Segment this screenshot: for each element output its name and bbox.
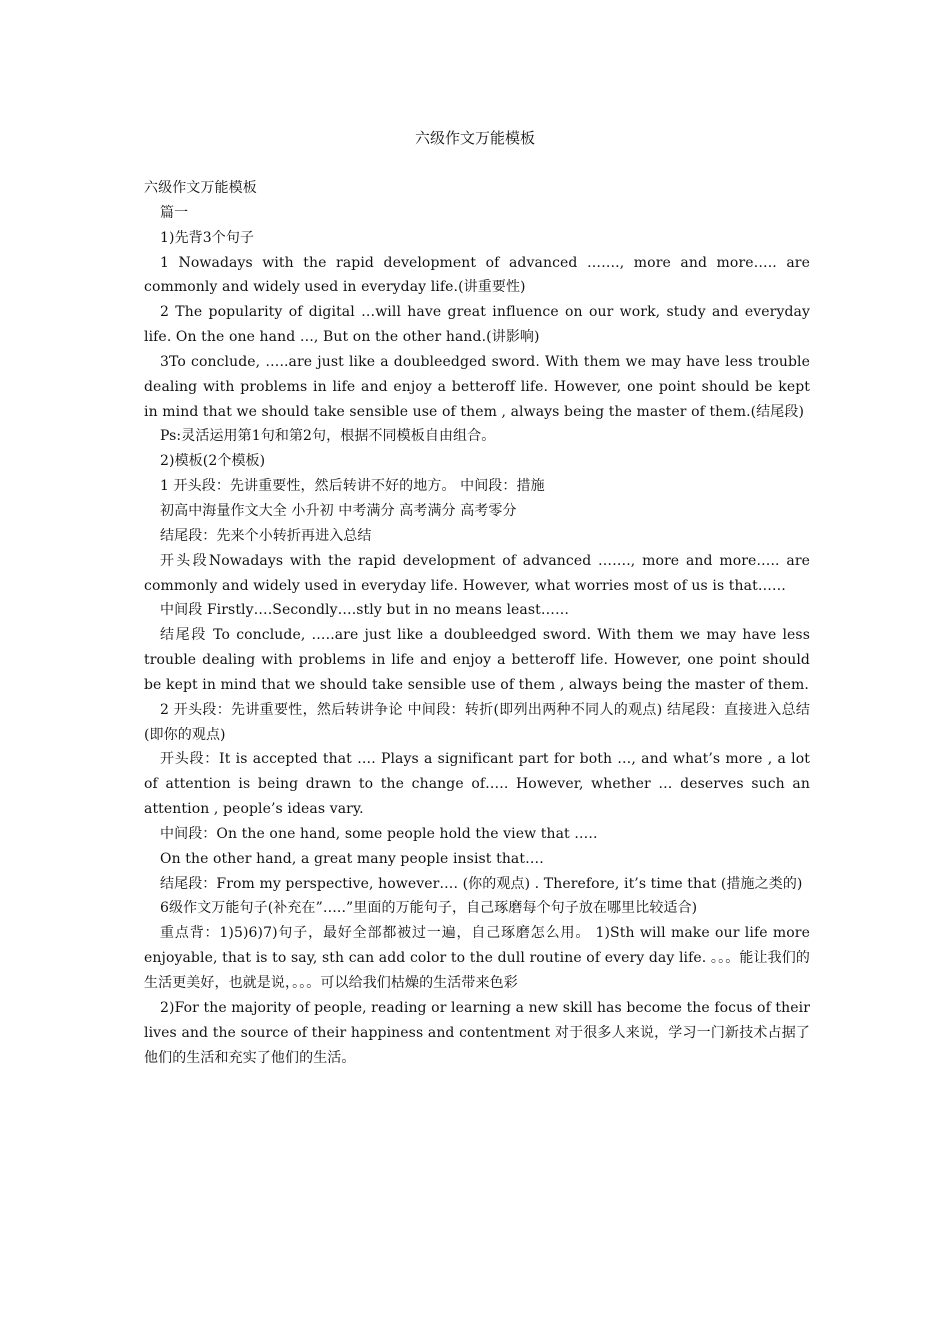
paragraph: 结尾段 To conclude, …..are just like a doubleedged sword. With them we may have less trouble dealing with problems in life and enjoy a betteroff life. However, one point should be kept in mind that we should take sensible use of them , always being the master of them.: [144, 627, 810, 693]
paragraph: 开头段Nowadays with the rapid development of advanced ……., more and more….. are commonly and widely used in everyday life. However, what worries most of us is that……: [144, 552, 810, 594]
paragraph: Ps:灵活运用第1句和第2句，根据不同模板自由组合。: [160, 428, 496, 445]
paragraph: 中间段 Firstly….Secondly….stly but in no means least……: [160, 602, 570, 619]
paragraph: 初高中海量作文大全 小升初 中考满分 高考满分 高考零分: [160, 502, 517, 519]
paragraph: 结尾段：先来个小转折再进入总结: [160, 527, 372, 544]
paragraph: 结尾段：From my perspective, however…. (你的观点) . Therefore, it’s time that (措施之类的): [160, 875, 803, 892]
paragraph: 2 开头段：先讲重要性，然后转讲争论 中间段：转折(即列出两种不同人的观点) 结尾段：直接进入总结(即你的观点): [144, 701, 810, 743]
paragraph: 中间段：On the one hand, some people hold the view that …..: [160, 825, 598, 842]
paragraph: 1)先背3个句子: [160, 229, 255, 246]
paragraph: 重点背：1)5)6)7)句子，最好全部都被过一遍，自己琢磨怎么用。 1)Sth will make our life more enjoyable, that is to say, sth can add color to the dull routine of every day life. 。。。能让我们的生活更美好，也就是说，。。。可以给我们枯燥的生活带来色彩: [144, 925, 810, 991]
paragraph: 2)For the majority of people, reading or learning a new skill has become the focus of their lives and the source of their happiness and contentment 对于很多人来说，学习一门新技术占据了他们的生活和充实了他们的生活。: [144, 999, 811, 1066]
doc-heading: 六级作文万能模板: [144, 180, 257, 196]
paragraph: 开头段：It is accepted that …. Plays a significant part for both …, and what’s more , a lot of attention is being drawn to the change of….. However, whether … deserves such an attention , people’s ideas vary.: [144, 751, 810, 818]
page-title: 六级作文万能模板: [414, 129, 535, 147]
paragraph: On the other hand, a great many people insist that….: [160, 850, 544, 867]
paragraph: 6级作文万能句子(补充在”…..”里面的万能句子，自己琢磨每个句子放在哪里比较适合): [160, 900, 698, 917]
document-body: [144, 176, 810, 1070]
paragraph: 篇一: [160, 204, 189, 221]
paragraph: 3To conclude, …..are just like a doubleedged sword. With them we may have less trouble dealing with problems in life and enjoy a betteroff life. However, one point should be kept in mind that we should take sensible use of them , always being the master of them.(结尾段): [144, 353, 810, 420]
paragraph: 1 开头段：先讲重要性，然后转讲不好的地方。 中间段：措施: [160, 478, 545, 495]
paragraph: 1 Nowadays with the rapid development of advanced ……., more and more….. are commonly and widely used in everyday life.(讲重要性): [144, 254, 810, 296]
paragraph: 2)模板(2个模板): [160, 453, 266, 470]
paragraph: 2 The popularity of digital …will have great influence on our work, study and everyday life. On the one hand …, But on the other hand.(讲影响): [144, 304, 810, 346]
